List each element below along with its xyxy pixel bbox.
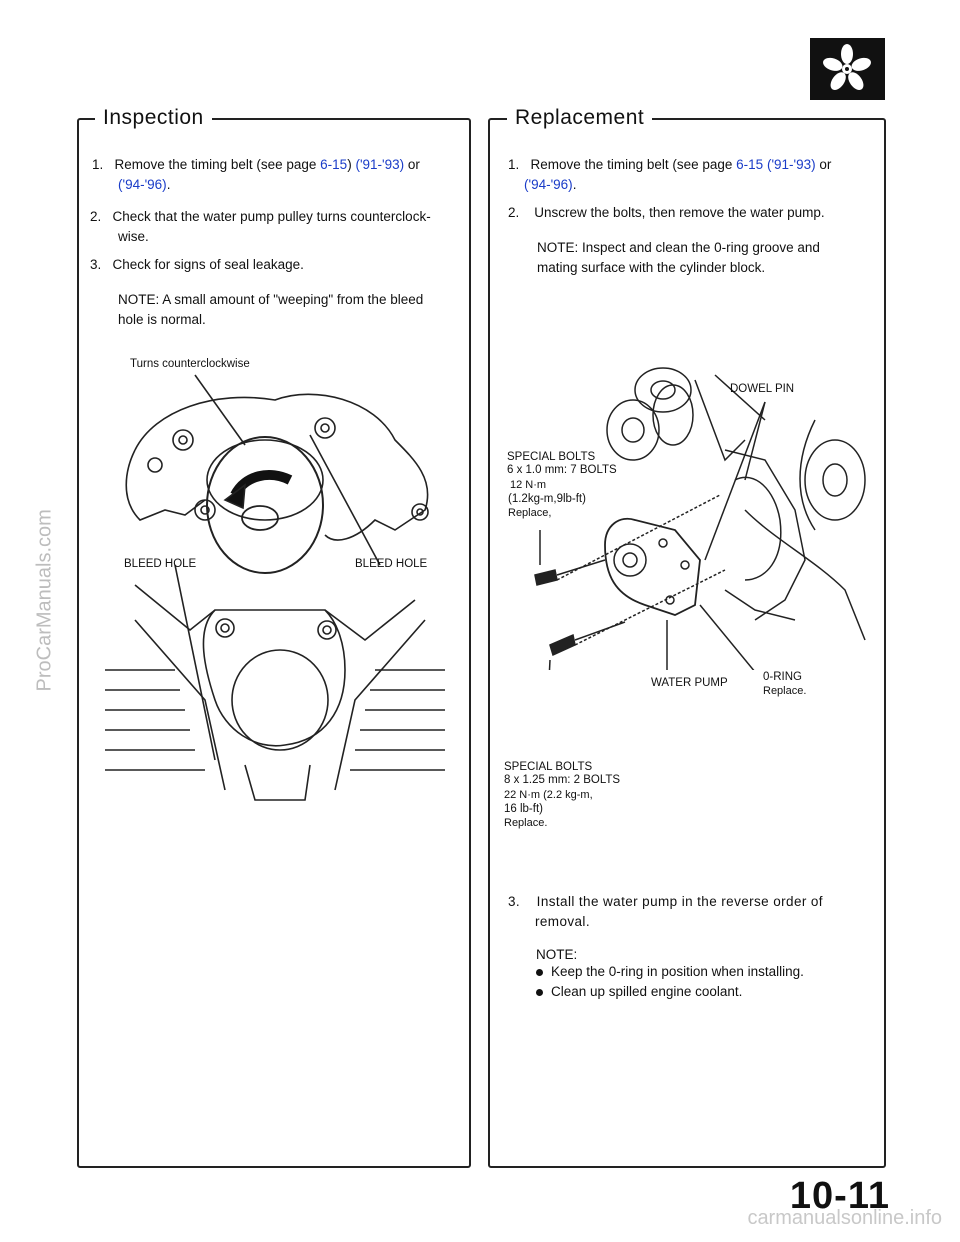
page-link-6-15[interactable]: 6-15 (320, 157, 348, 172)
turns-counterclockwise-label: Turns counterclockwise (130, 358, 250, 370)
bullet-icon (536, 969, 543, 976)
cooling-section-logo (810, 38, 885, 100)
fan-icon (810, 38, 885, 100)
step-text: wise. (118, 229, 149, 244)
bottom-watermark: carmanualsonline.info (747, 1207, 942, 1229)
note-text: hole is normal. (118, 312, 206, 327)
o-ring-replace: Replace. (763, 685, 807, 697)
special-bolts-8mm-torque: 22 N·m (2.2 kg-m, (504, 789, 593, 801)
replacement-note-3-label: NOTE: (536, 947, 578, 962)
replacement-step-2 (508, 203, 825, 223)
special-bolts-8mm-title: SPECIAL BOLTS (504, 761, 593, 773)
replacement-title: Replacement (507, 106, 652, 130)
inspection-step-1: 1. Remove the timing belt (see page 6-15) ('91-'93) or ('94-'96). (92, 157, 420, 192)
page-link-91-93[interactable]: ('91-'93) (355, 157, 405, 172)
step-text: or (407, 157, 420, 172)
inspection-title: Inspection (95, 106, 212, 130)
dowel-pin-label: DOWEL PIN (730, 383, 795, 395)
replacement-step-1 (508, 155, 878, 195)
inspection-step-3 (90, 255, 304, 275)
page-link-94-96[interactable]: ('94-'96) (524, 177, 573, 192)
special-bolts-6mm-size: 6 x 1.0 mm: 7 BOLTS (507, 464, 617, 476)
step-number: 1. (508, 157, 520, 172)
special-bolts-6mm-title: SPECIAL BOLTS (507, 451, 596, 463)
step-number: 2. (90, 209, 102, 224)
special-bolts-6mm-replace: Replace, (508, 507, 552, 519)
water-pump-removal-illustration (495, 360, 875, 670)
special-bolts-6mm-torque: 12 N·m (510, 479, 547, 491)
note-text: NOTE: A small amount of "weeping" from the bleed (118, 292, 424, 307)
step-text: or (819, 157, 832, 172)
inspection-note (118, 290, 458, 330)
step-text: Remove the timing belt (see page (114, 157, 317, 172)
special-bolts-8mm-replace: Replace. (504, 817, 548, 829)
step-text: . (166, 177, 171, 192)
page-link-94-96[interactable]: ('94-'96) (118, 177, 167, 192)
page-link-6-15-91-93[interactable]: 6-15 ('91-'93) (736, 157, 816, 172)
bleed-hole-label-right: BLEED HOLE (355, 558, 428, 570)
note-bullet-1 (536, 962, 804, 982)
bullet-text: Clean up spilled engine coolant. (551, 984, 743, 999)
bullet-icon (536, 989, 543, 996)
inspection-step-2 (90, 207, 460, 247)
special-bolts-8mm-size: 8 x 1.25 mm: 2 BOLTS (504, 774, 621, 786)
step-text: removal. (535, 914, 590, 929)
replacement-step-3 (508, 892, 873, 932)
step-number: 1. (92, 157, 104, 172)
special-bolts-6mm-torque-alt: (1.2kg-m,9lb-ft) (508, 493, 586, 505)
water-pump-pulley-illustration (95, 370, 455, 810)
step-text: Unscrew the bolts, then remove the water pump. (534, 205, 825, 220)
step-text: Remove the timing belt (see page (530, 157, 733, 172)
step-text: Install the water pump in the reverse order of (536, 894, 823, 909)
note-text: mating surface with the cylinder block. (537, 260, 766, 275)
bleed-hole-label-left: BLEED HOLE (124, 558, 197, 570)
step-text: Check that the water pump pulley turns counterclock- (112, 209, 431, 224)
step-text: Check for signs of seal leakage. (112, 257, 304, 272)
o-ring-label: 0-RING (763, 671, 802, 683)
special-bolts-8mm-torque-alt: 16 lb-ft) (504, 803, 543, 815)
step-number: 2. (508, 205, 520, 220)
bullet-text: Keep the 0-ring in position when installing. (551, 964, 804, 979)
note-text: NOTE: Inspect and clean the 0-ring groove and (537, 240, 820, 255)
side-watermark: ProCarManuals.com (33, 509, 56, 692)
water-pump-label: WATER PUMP (651, 677, 728, 689)
step-number: 3. (508, 894, 521, 909)
replacement-note (537, 238, 872, 278)
note-bullet-2 (536, 982, 742, 1002)
page-number: 10-11 (789, 1175, 890, 1217)
step-number: 3. (90, 257, 102, 272)
step-text: . (572, 177, 577, 192)
